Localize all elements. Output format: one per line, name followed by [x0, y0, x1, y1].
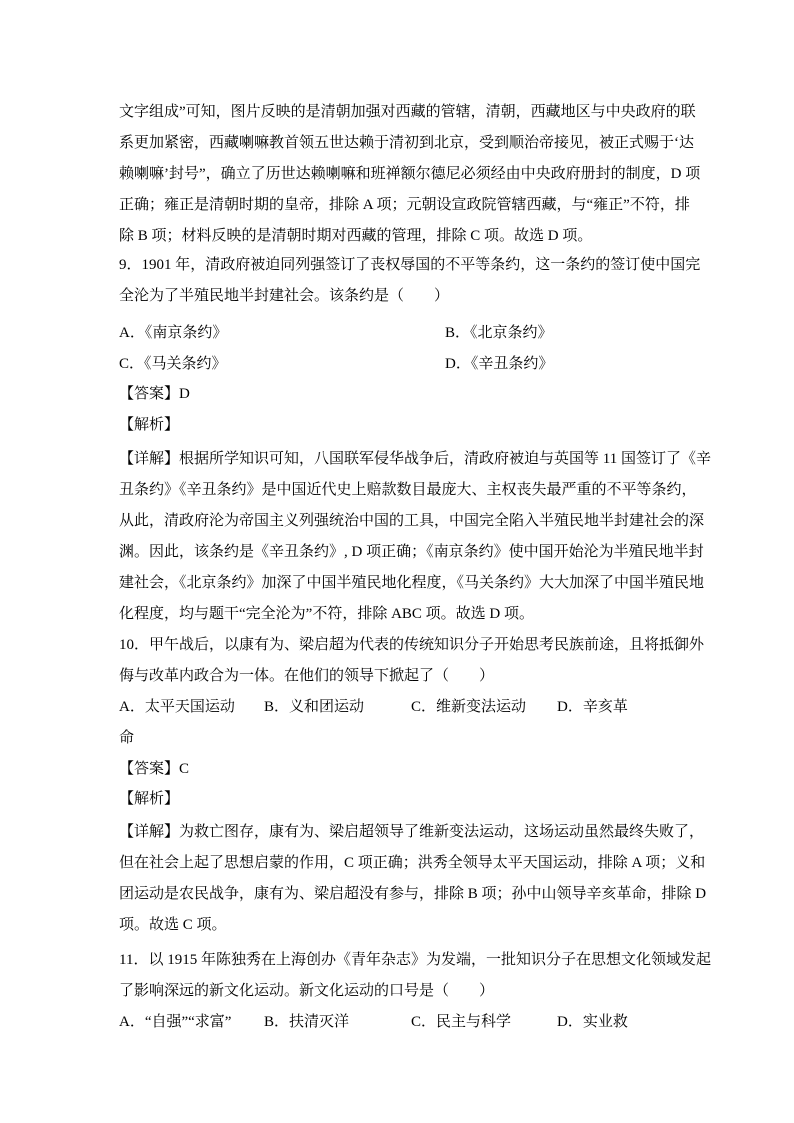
q9-options	[119, 318, 681, 380]
q11-options-row	[119, 1007, 681, 1038]
q11-option-d: D．实业救	[557, 1014, 628, 1030]
q9-answer-line: 【答案】D	[119, 386, 190, 402]
q8-analysis-line: 正确；雍正是清朝时期的皇帝，排除 A 项；元朝设宣政院管辖西藏，与“雍正”不符，排	[119, 197, 690, 213]
q9-explanation-line: 从此，清政府沦为帝国主义列强统治中国的工具，中国完全陷入半殖民地半封建社会的深	[119, 513, 705, 529]
q10-options	[119, 692, 681, 754]
q8-analysis-line: 赖喇嘛’封号”，确立了历世达赖喇嘛和班禅额尔德尼必须经由中央政府册封的制度，D 项	[119, 166, 701, 182]
q11-option-c: C．民主与科学	[411, 1014, 512, 1030]
q10-answer	[119, 754, 681, 785]
q10-question-stem	[119, 630, 705, 692]
q9-explanation	[119, 444, 711, 630]
q10-explanation-line: 项。故选 C 项。	[119, 917, 227, 933]
q10-option-b: B．义和团运动	[264, 699, 365, 715]
q11-question-stem	[119, 945, 711, 1007]
q9-explanation-line: 化程度，均与题干“完全沦为”不符，排除 ABC 项。故选 D 项。	[119, 606, 534, 622]
q10-option-d-wrapped: 命	[119, 730, 135, 746]
q9-stem-line: 全沦为了半殖民地半封建社会。该条约是（ ）	[119, 288, 450, 304]
q9-question-stem	[119, 250, 701, 312]
q10-answer-line: 【答案】C	[119, 761, 190, 777]
q9-stem-line: 9．1901 年，清政府被迫同列强签订了丧权辱国的不平等条约，这一条约的签订使中国完	[119, 257, 701, 273]
q11-option-a: A．“自强”“求富”	[119, 1014, 232, 1030]
q9-explanation-line: 【详解】根据所学知识可知，八国联军侵华战争后，清政府被迫与英国等 11 国签订了《辛	[119, 451, 711, 467]
q8-analysis-line: 除 B 项；材料反映的是清朝时期对西藏的管理，排除 C 项。故选 D 项。	[119, 228, 593, 244]
q10-explanation-line: 团运动是农民战争，康有为、梁启超没有参与，排除 B 项；孙中山领导辛亥革命，排除 D	[119, 886, 707, 902]
q11-option-b: B．扶清灭洋	[264, 1014, 350, 1030]
q10-explanation-line: 但在社会上起了思想启蒙的作用，C 项正确；洪秀全领导太平天国运动，排除 A 项；义和	[119, 855, 706, 871]
q9-analysis-heading-line: 【解析】	[119, 417, 180, 433]
q9-option-b: B．《北京条约》	[445, 325, 553, 341]
q9-explanation-line: 建社会，《北京条约》加深了中国半殖民地化程度，《马关条约》大大加深了中国半殖民地	[119, 575, 705, 591]
q10-analysis-heading	[119, 784, 681, 815]
q10-stem-line: 10．甲午战后，以康有为、梁启超为代表的传统知识分子开始思考民族前途，且将抵御外	[119, 637, 705, 653]
q10-option-c: C．维新变法运动	[411, 699, 527, 715]
q9-analysis-heading	[119, 410, 681, 441]
q10-options-row	[119, 692, 681, 723]
q10-analysis-heading-line: 【解析】	[119, 791, 180, 807]
q8-analysis-line: 系更加紧密，西藏喇嘛教首领五世达赖于清初到北京，受到顺治帝接见，被正式赐于‘达	[119, 135, 694, 151]
q10-explanation-line: 【详解】为救亡图存，康有为、梁启超领导了维新变法运动，这场运动虽然最终失败了，	[119, 824, 705, 840]
q10-option-d: D．辛亥革	[557, 699, 628, 715]
q10-option-a: A．太平天国运动	[119, 699, 235, 715]
q8-analysis-line: 文字组成”可知，图片反映的是清朝加强对西藏的管辖，清朝，西藏地区与中央政府的联	[119, 104, 696, 120]
q11-stem-line: 11．以 1915 年陈独秀在上海创办《青年杂志》为发端，一批知识分子在思想文化领域发起	[119, 952, 711, 968]
q9-answer	[119, 379, 681, 410]
q8-analysis-continuation	[119, 97, 701, 252]
q11-options	[119, 1007, 681, 1038]
q9-option-c: C．《马关条约》	[119, 356, 227, 372]
q10-stem-line: 侮与改革内政合为一体。在他们的领导下掀起了（ ）	[119, 668, 495, 684]
q9-option-a: A．《南京条约》	[119, 325, 228, 341]
q9-options-row	[119, 318, 681, 349]
q10-explanation	[119, 817, 707, 941]
q11-stem-line: 了影响深远的新文化运动。新文化运动的口号是（ ）	[119, 983, 495, 999]
q9-explanation-line: 丑条约》《辛丑条约》是中国近代史上赔款数目最庞大、主权丧失最严重的不平等条约，	[119, 482, 697, 498]
q9-option-d: D．《辛丑条约》	[445, 356, 554, 372]
q9-explanation-line: 渊。因此，该条约是《辛丑条约》, D 项正确；《南京条约》使中国开始沦为半殖民地半封	[119, 544, 704, 560]
q9-options-row	[119, 349, 681, 380]
